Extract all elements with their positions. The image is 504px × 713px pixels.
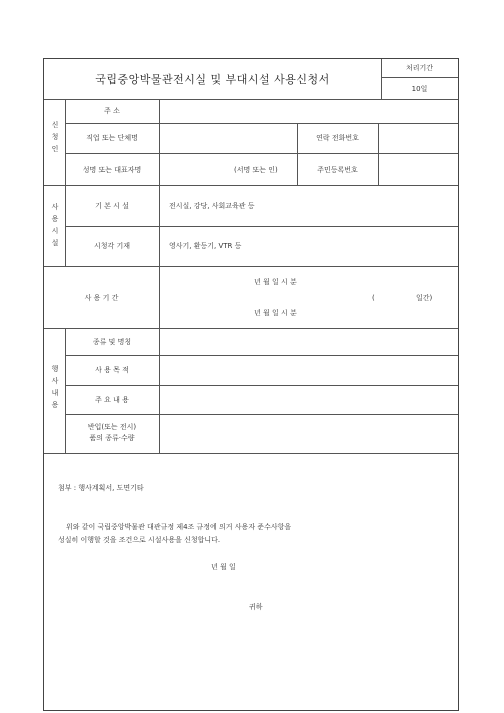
contact-phone-label: 연락 전화번호 [316,134,359,142]
av-equipment-value: 영사기, 환등기, VTR 등 [169,242,242,250]
rule [44,99,458,100]
occupation-label: 직업 또는 단체명 [86,134,138,142]
attachment-note: 첨부 : 행사계획서, 도면기타 [58,484,144,492]
rule [381,77,458,78]
rule [159,99,160,453]
rule [65,123,458,124]
items-label-line1: 반입(또는 전시) [87,423,137,431]
application-form [43,58,459,711]
form-title: 국립중앙박물관전시실 및 부대시설 사용신청서 [95,73,330,86]
rule [65,153,458,154]
processing-period-value: 10일 [411,85,428,93]
rule [44,453,458,454]
event-kind-label: 종류 및 명칭 [92,338,132,346]
applicant-section-label: 신 청 인 [51,121,59,153]
processing-period-label: 처리기간 [405,64,434,72]
event-section-label: 행 사 내 용 [51,365,59,409]
statement-line-2: 성실히 이행할 것을 조건으로 시설사용을 신청합니다. [58,536,221,544]
basic-facility-value: 전시실, 강당, 사회교육관 등 [169,202,255,210]
application-date: 년 월 일 [211,563,236,571]
items-label-line2: 품의 종류·수량 [89,434,135,442]
rule [44,266,458,267]
rule [65,414,458,415]
period-start: 년 월 일 시 분 [254,278,297,286]
av-equipment-label: 시청각 기재 [93,242,131,250]
usage-period-label: 사 용 기 간 [84,294,119,302]
facilities-section-label: 사 용 시 설 [51,203,59,247]
rule [378,123,379,185]
rule [65,385,458,386]
basic-facility-label: 기 본 시 설 [95,202,129,210]
addressee: 귀하 [249,603,263,611]
period-end: 년 월 일 시 분 [254,309,297,317]
period-days-close: 일간) [416,294,433,302]
rule [44,328,458,329]
signature-seal-label: (서명 또는 인) [234,166,278,174]
representative-name-label: 성명 또는 대표자명 [82,166,142,174]
rule [65,226,458,227]
rule [65,355,458,356]
resident-number-label: 주민등록번호 [317,166,358,174]
rule [44,185,458,186]
main-content-label: 주 요 내 용 [95,396,129,404]
statement-line-1: 위와 같이 국립중앙박물관 대관규정 제4조 규정에 의거 사용자 준수사항을 [66,523,292,531]
address-label: 주 소 [104,107,120,115]
usage-purpose-label: 사 용 목 적 [95,366,129,374]
period-days-open: ( [372,294,375,302]
